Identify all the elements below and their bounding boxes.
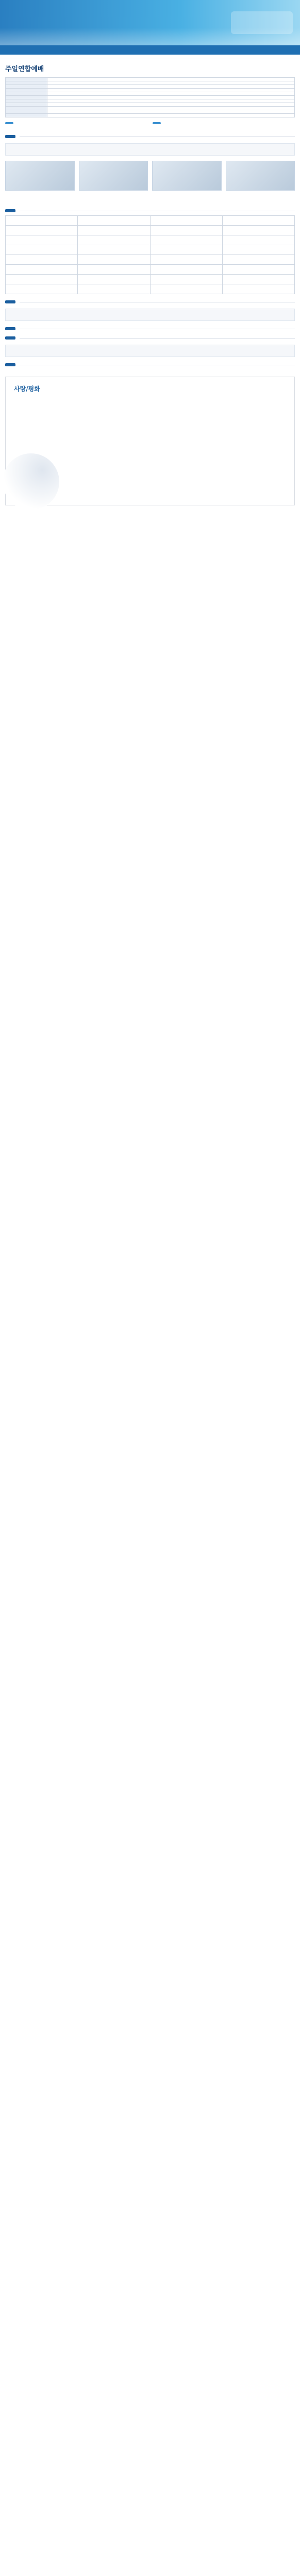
program-label <box>6 85 47 89</box>
program-label <box>6 81 47 85</box>
program-label <box>6 99 47 103</box>
table-row <box>6 92 295 96</box>
table-cell <box>6 245 78 255</box>
header-wave <box>0 28 300 45</box>
table-row <box>6 96 295 99</box>
table-row <box>6 265 295 275</box>
photo <box>152 161 222 191</box>
table-cell <box>222 245 294 255</box>
photo-row <box>5 161 295 191</box>
right-column <box>153 121 295 129</box>
table-cell <box>78 245 150 255</box>
grid-table <box>5 215 295 294</box>
table-cell <box>6 265 78 275</box>
table-row <box>6 78 295 81</box>
table-row <box>6 255 295 265</box>
section-title <box>5 300 15 303</box>
table-cell <box>222 235 294 245</box>
table-cell <box>222 275 294 284</box>
section-heading <box>5 327 295 330</box>
program-value <box>47 78 295 81</box>
section-heading <box>5 300 295 303</box>
table-cell <box>150 245 222 255</box>
table-cell <box>6 275 78 284</box>
program-label <box>6 103 47 107</box>
table-row <box>6 284 295 294</box>
grid-table-wrap <box>5 215 295 294</box>
section-title <box>5 327 15 330</box>
table-cell <box>150 275 222 284</box>
program-table <box>5 77 295 117</box>
table-row <box>6 85 295 89</box>
program-label <box>6 78 47 81</box>
section-title <box>5 363 15 366</box>
program-label <box>6 110 47 114</box>
table-row <box>6 107 295 110</box>
program-value <box>47 99 295 103</box>
program-value <box>47 81 295 85</box>
feather-illustration <box>3 453 59 510</box>
table-cell <box>222 284 294 294</box>
table-cell <box>150 265 222 275</box>
section-title <box>5 135 15 138</box>
table-cell <box>222 265 294 275</box>
program-label <box>6 114 47 117</box>
section-heading <box>5 336 295 340</box>
right-pill <box>153 122 161 124</box>
program-title: 주일연합예배 <box>5 65 44 73</box>
table-cell <box>78 265 150 275</box>
section-heading <box>5 363 295 366</box>
program-label <box>6 92 47 96</box>
table-cell <box>6 284 78 294</box>
table-cell <box>150 226 222 235</box>
table-row <box>6 114 295 117</box>
section-heading <box>5 135 295 138</box>
table-cell <box>6 235 78 245</box>
table-cell <box>222 216 294 226</box>
program-label <box>6 96 47 99</box>
photo <box>79 161 148 191</box>
program-value <box>47 114 295 117</box>
section-title <box>5 336 15 340</box>
table-row <box>6 81 295 85</box>
table-cell <box>150 216 222 226</box>
info-strip <box>0 45 300 55</box>
table-cell <box>78 255 150 265</box>
section-title <box>5 209 15 212</box>
devotional-title: 사랑/평화 <box>14 385 40 393</box>
table-cell <box>78 275 150 284</box>
table-cell <box>78 235 150 245</box>
table-cell <box>222 226 294 235</box>
program-title-box <box>5 63 295 73</box>
table-cell <box>78 216 150 226</box>
table-cell <box>150 235 222 245</box>
spacer <box>0 195 300 203</box>
table-row <box>6 226 295 235</box>
table-cell <box>6 226 78 235</box>
program-value <box>47 85 295 89</box>
program-table-wrap <box>5 77 295 117</box>
table-cell <box>150 255 222 265</box>
program-value <box>47 103 295 107</box>
table-row <box>6 103 295 107</box>
photo <box>5 161 75 191</box>
table-row <box>6 275 295 284</box>
table-cell <box>150 284 222 294</box>
table-cell <box>6 255 78 265</box>
program-value <box>47 96 295 99</box>
table-cell <box>222 255 294 265</box>
header-banner <box>0 0 300 45</box>
table-row <box>6 235 295 245</box>
program-value <box>47 110 295 114</box>
section-box <box>5 345 295 357</box>
table-row <box>6 245 295 255</box>
section-box <box>5 143 295 156</box>
table-cell <box>78 284 150 294</box>
program-label <box>6 89 47 92</box>
table-row <box>6 110 295 114</box>
table-cell <box>6 216 78 226</box>
table-cell <box>78 226 150 235</box>
photo <box>226 161 295 191</box>
program-value <box>47 92 295 96</box>
two-column-info <box>5 121 295 129</box>
mini-row <box>0 55 300 59</box>
left-column <box>5 121 147 129</box>
program-value <box>47 107 295 110</box>
program-label <box>6 107 47 110</box>
table-row <box>6 216 295 226</box>
section-heading <box>5 209 295 212</box>
devotional-box <box>5 377 295 505</box>
left-pill <box>5 122 13 124</box>
program-value <box>47 89 295 92</box>
table-row <box>6 89 295 92</box>
table-row <box>6 99 295 103</box>
section-box <box>5 309 295 321</box>
